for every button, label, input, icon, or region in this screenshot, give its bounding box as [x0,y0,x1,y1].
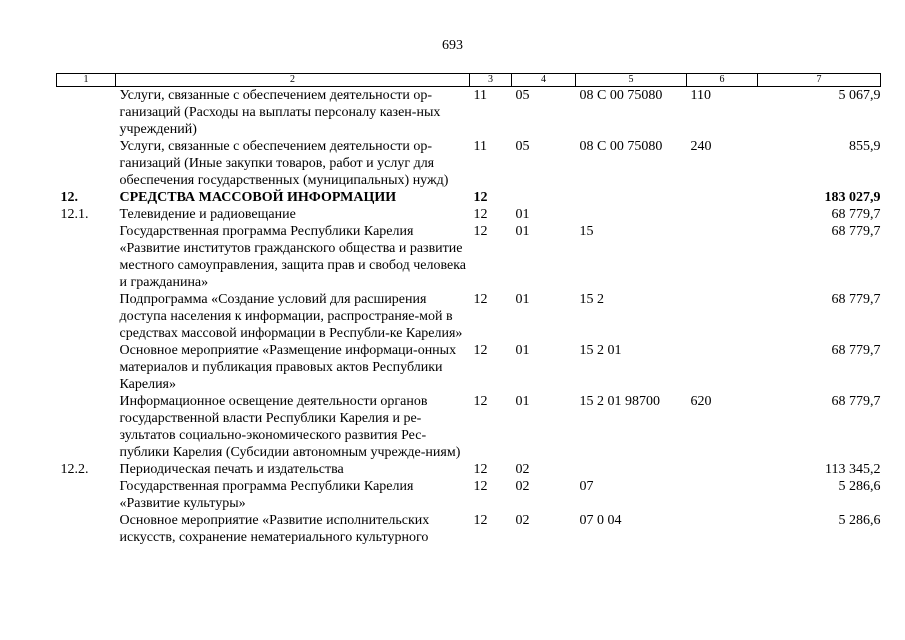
column-header: 2 [116,74,470,87]
column-number-header [57,74,881,87]
row-amount: 5 067,9 [838,88,881,103]
row-section-code: 12 [473,343,488,358]
column-header: 3 [470,74,512,87]
row-number: 12.2. [60,462,89,477]
row-expense-type [687,291,758,342]
page-number: 693 [442,38,463,53]
row-description: Подпрограмма «Создание условий для расширения доступа населения к информации, распространяе-мой в средствах массовой информации в Республи-ке Карелия» [119,292,463,341]
row-section-code: 11 [473,88,487,103]
row-number [57,138,116,189]
row-target-article: 15 [579,224,594,239]
row-expense-type [687,223,758,291]
row-subsection-code: 02 [515,479,530,494]
column-header: 1 [57,74,116,87]
row-target-article: 07 [579,479,594,494]
row-target-article [576,206,687,223]
row-description: Государственная программа Республики Карелия «Развитие институтов гражданского общества и развитие местного самоуправления, защита прав и свобод человека и гражданина» [119,224,467,290]
row-description: Государственная программа Республики Карелия «Развитие культуры» [119,479,414,511]
row-expense-type: 240 [690,139,712,154]
row-number [57,291,116,342]
column-header: 5 [576,74,687,87]
row-target-article [576,461,687,478]
row-amount: 68 779,7 [831,343,881,358]
column-header: 4 [512,74,576,87]
row-target-article: 07 0 04 [579,513,622,528]
row-expense-type [687,478,758,512]
row-description: Услуги, связанные с обеспечением деятельности ор-ганизаций (Расходы на выплаты персоналу казен-ных учреждений) [119,88,441,137]
column-header: 7 [758,74,881,87]
row-target-article: 08 С 00 75080 [579,88,663,103]
row-section-code: 12 [473,394,488,409]
row-amount: 855,9 [849,139,881,154]
row-description: Периодическая печать и издательства [119,462,344,477]
table-row [57,393,881,461]
row-subsection-code: 01 [515,224,530,239]
row-target-article: 15 2 01 98700 [579,394,660,409]
row-expense-type: 110 [690,88,711,103]
table-body [57,87,881,547]
row-expense-type: 620 [690,394,712,409]
row-number [57,512,116,546]
row-section-code: 11 [473,139,487,154]
row-amount: 183 027,9 [824,190,881,205]
row-subsection-code: 05 [515,139,530,154]
row-amount: 68 779,7 [831,292,881,307]
table-row [57,189,881,206]
column-header: 6 [687,74,758,87]
row-expense-type [687,512,758,546]
row-number: 12. [60,190,78,205]
budget-table [56,73,881,546]
row-subsection-code: 01 [515,343,530,358]
row-amount: 113 345,2 [825,462,881,477]
row-target-article: 15 2 [579,292,604,307]
table-row [57,291,881,342]
row-subsection-code: 01 [515,207,530,222]
row-description: СРЕДСТВА МАССОВОЙ ИНФОРМАЦИИ [119,190,397,205]
row-expense-type [687,206,758,223]
table-row [57,138,881,189]
row-section-code: 12 [473,190,488,205]
row-target-article: 15 2 01 [579,343,622,358]
row-amount: 5 286,6 [838,513,881,528]
row-target-article [576,189,687,206]
row-subsection-code: 05 [515,88,530,103]
row-subsection-code: 01 [515,394,530,409]
row-amount: 68 779,7 [831,224,881,239]
table-row [57,478,881,512]
row-section-code: 12 [473,479,488,494]
row-amount: 68 779,7 [831,394,881,409]
row-target-article: 08 С 00 75080 [579,139,663,154]
row-description: Телевидение и радиовещание [119,207,296,222]
row-section-code: 12 [473,462,488,477]
row-expense-type [687,342,758,393]
table-row [57,512,881,546]
row-subsection-code: 01 [515,292,530,307]
row-description: Основное мероприятие «Развитие исполнительских искусств, сохранение нематериального культурного [119,513,430,545]
row-number [57,87,116,139]
table-row [57,461,881,478]
row-description: Услуги, связанные с обеспечением деятельности ор-ганизаций (Иные закупки товаров, работ и услуг для обеспечения государственных (муниципальных) нужд) [119,139,449,188]
row-section-code: 12 [473,207,488,222]
table-row [57,87,881,139]
row-section-code: 12 [473,224,488,239]
row-subsection-code [512,189,576,206]
row-subsection-code: 02 [515,513,530,528]
row-section-code: 12 [473,513,488,528]
row-amount: 5 286,6 [838,479,881,494]
row-description: Информационное освещение деятельности органов государственной власти Республики Карелия и ре-зультатов социально-экономического развития Рес-публики Карелия (Субсидии автономным учрежде-ниям) [119,394,461,460]
row-number: 12.1. [60,207,89,222]
row-description: Основное мероприятие «Размещение информаци-онных материалов и публикация правовых актов Республики Карелия» [119,343,457,392]
row-number [57,393,116,461]
table-row [57,342,881,393]
row-number [57,478,116,512]
row-section-code: 12 [473,292,488,307]
row-subsection-code: 02 [515,462,530,477]
row-number [57,223,116,291]
row-expense-type [687,461,758,478]
row-amount: 68 779,7 [831,207,881,222]
row-expense-type [687,189,758,206]
row-number [57,342,116,393]
table-row [57,206,881,223]
table-row [57,223,881,291]
